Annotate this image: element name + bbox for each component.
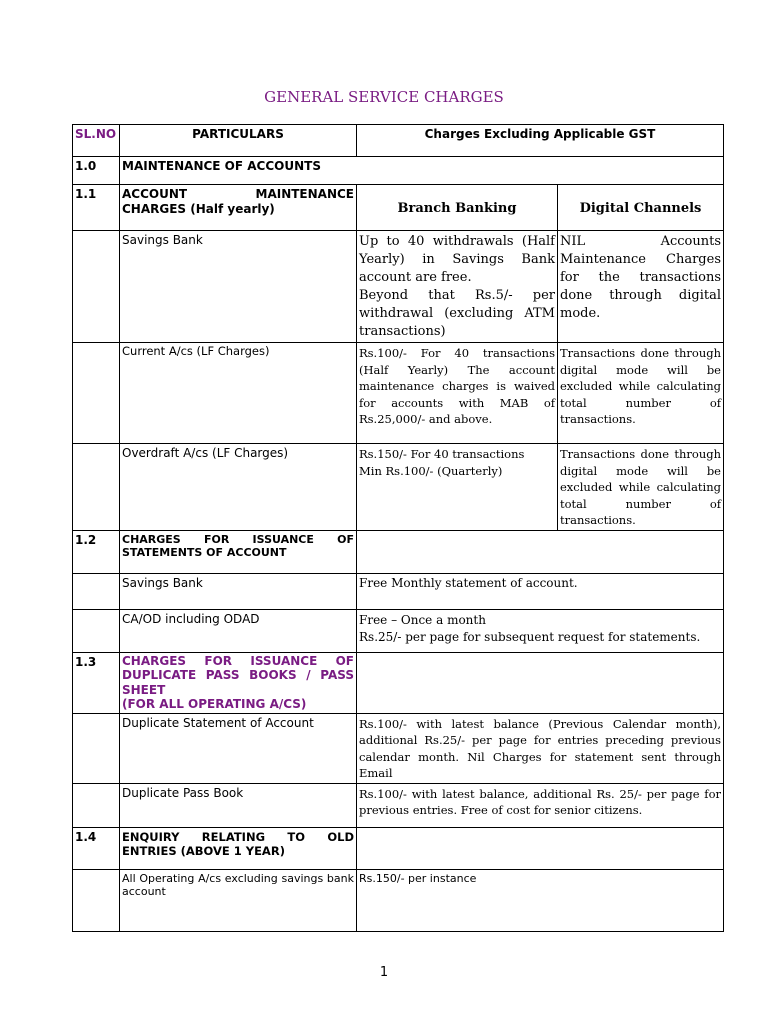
section-number: 1.3: [73, 652, 120, 713]
particular-cell: CA/OD including ODAD: [120, 609, 357, 652]
charge-line: Rs.150/- For 40 transactions: [359, 447, 525, 461]
charge-cell: Rs.150/- per instance: [357, 869, 724, 931]
charge-line: Beyond that Rs.5/- per withdrawal (excluding ATM transactions): [359, 288, 555, 339]
page-number: 1: [379, 965, 389, 980]
empty-cell: [73, 444, 120, 531]
section-number: 1.2: [73, 530, 120, 573]
section-row-1-3: [73, 652, 724, 713]
digital-charge-cell: NIL Accounts Maintenance Charges for the transactions done through digital mode.: [558, 231, 724, 343]
empty-cell: [73, 869, 120, 931]
page-title: GENERAL SERVICE CHARGES: [264, 88, 504, 106]
digital-channels-header: Digital Channels: [558, 185, 724, 231]
section-title: CHARGES FOR ISSUANCE OF DUPLICATE PASS BOOKS / PASS SHEET: [122, 653, 354, 697]
particular-cell: Duplicate Pass Book: [120, 783, 357, 827]
charge-cell: Rs.100/- with latest balance (Previous Calendar month), additional Rs.25/- per page for entries preceding previous calendar month. Nil Charges for statement sent through Email: [357, 713, 724, 783]
section-title: ACCOUNT MAINTENANCE CHARGES (Half yearly): [120, 185, 357, 231]
service-charges-table: [72, 124, 724, 932]
empty-cell: [73, 231, 120, 343]
empty-cell: [73, 343, 120, 444]
table-row: [73, 444, 724, 531]
section-number: 1.0: [73, 157, 120, 185]
branch-banking-header: Branch Banking: [357, 185, 558, 231]
particular-cell: Savings Bank: [120, 231, 357, 343]
digital-charge-cell: Transactions done through digital mode will be excluded while calculating total number of transactions.: [558, 444, 724, 531]
section-title-cell: [120, 652, 357, 713]
section-subtitle: (FOR ALL OPERATING A/CS): [122, 697, 307, 711]
particular-cell: Duplicate Statement of Account: [120, 713, 357, 783]
table-row: [73, 231, 724, 343]
section-number: 1.1: [73, 185, 120, 231]
section-row-1-1: [73, 185, 724, 231]
charge-line: Up to 40 withdrawals (Half Yearly) in Savings Bank account are free.: [359, 234, 555, 285]
charge-cell: Rs.100/- with latest balance, additional Rs. 25/- per page for previous entries. Free of cost for senior citizens.: [357, 783, 724, 827]
digital-charge-cell: Transactions done through digital mode will be excluded while calculating total number of transactions.: [558, 343, 724, 444]
section-row-1-0: [73, 157, 724, 185]
section-title: CHARGES FOR ISSUANCE OF STATEMENTS OF ACCOUNT: [120, 530, 357, 573]
table-row: [73, 609, 724, 652]
particular-cell: Overdraft A/cs (LF Charges): [120, 444, 357, 531]
header-charges: Charges Excluding Applicable GST: [357, 125, 724, 157]
charge-cell: Free Monthly statement of account.: [357, 573, 724, 609]
charge-line: Rs.25/- per page for subsequent request for statements.: [359, 629, 701, 644]
table-row: [73, 713, 724, 783]
branch-charge-cell: [357, 231, 558, 343]
particular-cell: Current A/cs (LF Charges): [120, 343, 357, 444]
empty-cell: [73, 783, 120, 827]
section-title: ENQUIRY RELATING TO OLD ENTRIES (ABOVE 1 YEAR): [120, 827, 357, 869]
section-row-1-4: [73, 827, 724, 869]
table-row: [73, 573, 724, 609]
table-row: [73, 869, 724, 931]
charge-line: Min Rs.100/- (Quarterly): [359, 463, 503, 478]
charge-line: Free – Once a month: [359, 612, 486, 627]
empty-cell: [73, 573, 120, 609]
empty-cell: [357, 530, 724, 573]
empty-cell: [357, 827, 724, 869]
branch-charge-cell: Rs.100/- For 40 transactions (Half Yearly) The account maintenance charges is waived for accounts with MAB of Rs.25,000/- and above.: [357, 343, 558, 444]
section-row-1-2: [73, 530, 724, 573]
table-row: [73, 783, 724, 827]
table-header-row: [73, 125, 724, 157]
charge-cell: [357, 609, 724, 652]
section-title: MAINTENANCE OF ACCOUNTS: [120, 157, 724, 185]
header-particulars: PARTICULARS: [120, 125, 357, 157]
table-row: [73, 343, 724, 444]
particular-cell: All Operating A/cs excluding savings bank account: [120, 869, 357, 931]
empty-cell: [73, 713, 120, 783]
branch-charge-cell: [357, 444, 558, 531]
header-slno: SL.NO: [73, 125, 120, 157]
particular-cell: Savings Bank: [120, 573, 357, 609]
section-number: 1.4: [73, 827, 120, 869]
empty-cell: [357, 652, 724, 713]
empty-cell: [73, 609, 120, 652]
